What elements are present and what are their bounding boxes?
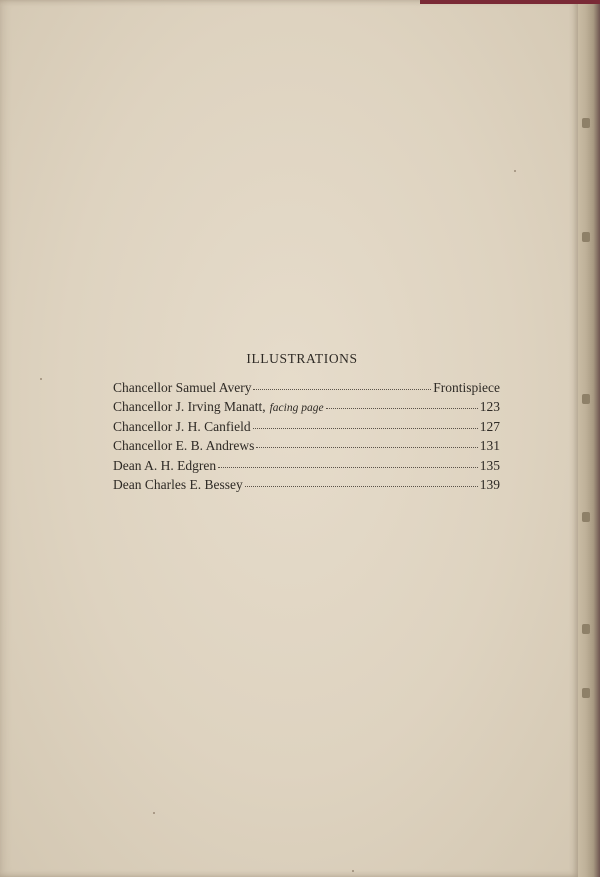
entry-name: Dean Charles E. Bessey: [113, 476, 243, 492]
paper-speck: [153, 812, 155, 814]
list-item: [113, 477, 500, 496]
list-item: [113, 438, 500, 457]
paper-speck: [514, 170, 516, 172]
illustrations-list: [113, 380, 500, 496]
dot-leader: [218, 463, 478, 468]
entry-page: 123: [479, 399, 500, 415]
page-heading: ILLUSTRATIONS: [246, 351, 358, 366]
entry-page: 135: [479, 457, 500, 473]
page-tab: [582, 118, 590, 128]
page-tab: [582, 394, 590, 404]
entry-page: 127: [479, 418, 500, 434]
page-tab: [582, 688, 590, 698]
entry-name: Chancellor E. B. Andrews: [113, 438, 255, 454]
entry-page: 131: [479, 438, 500, 454]
list-item: [113, 458, 500, 477]
dot-leader: [253, 385, 431, 390]
entry-page: Frontispiece: [433, 380, 500, 395]
entry-page: 139: [479, 476, 500, 492]
entry-name: Chancellor J. Irving Manatt,: [113, 399, 266, 415]
dot-leader: [253, 424, 478, 429]
paper-speck: [352, 870, 354, 872]
paper-speck: [40, 378, 42, 380]
binding-strip: [420, 0, 600, 4]
list-item: [113, 399, 500, 418]
page-tab: [582, 624, 590, 634]
dot-leader: [326, 404, 478, 409]
entry-name: Dean A. H. Edgren: [113, 457, 217, 473]
page-tab: [582, 232, 590, 242]
page-edge: [578, 0, 600, 877]
page-tab: [582, 512, 590, 522]
entry-note: facing page: [269, 402, 324, 415]
dot-leader: [256, 443, 477, 448]
list-item: [113, 380, 500, 399]
list-item: [113, 419, 500, 438]
entry-name: Chancellor Samuel Avery: [113, 380, 252, 395]
dot-leader: [245, 482, 478, 487]
entry-name: Chancellor J. H. Canfield: [113, 418, 251, 434]
